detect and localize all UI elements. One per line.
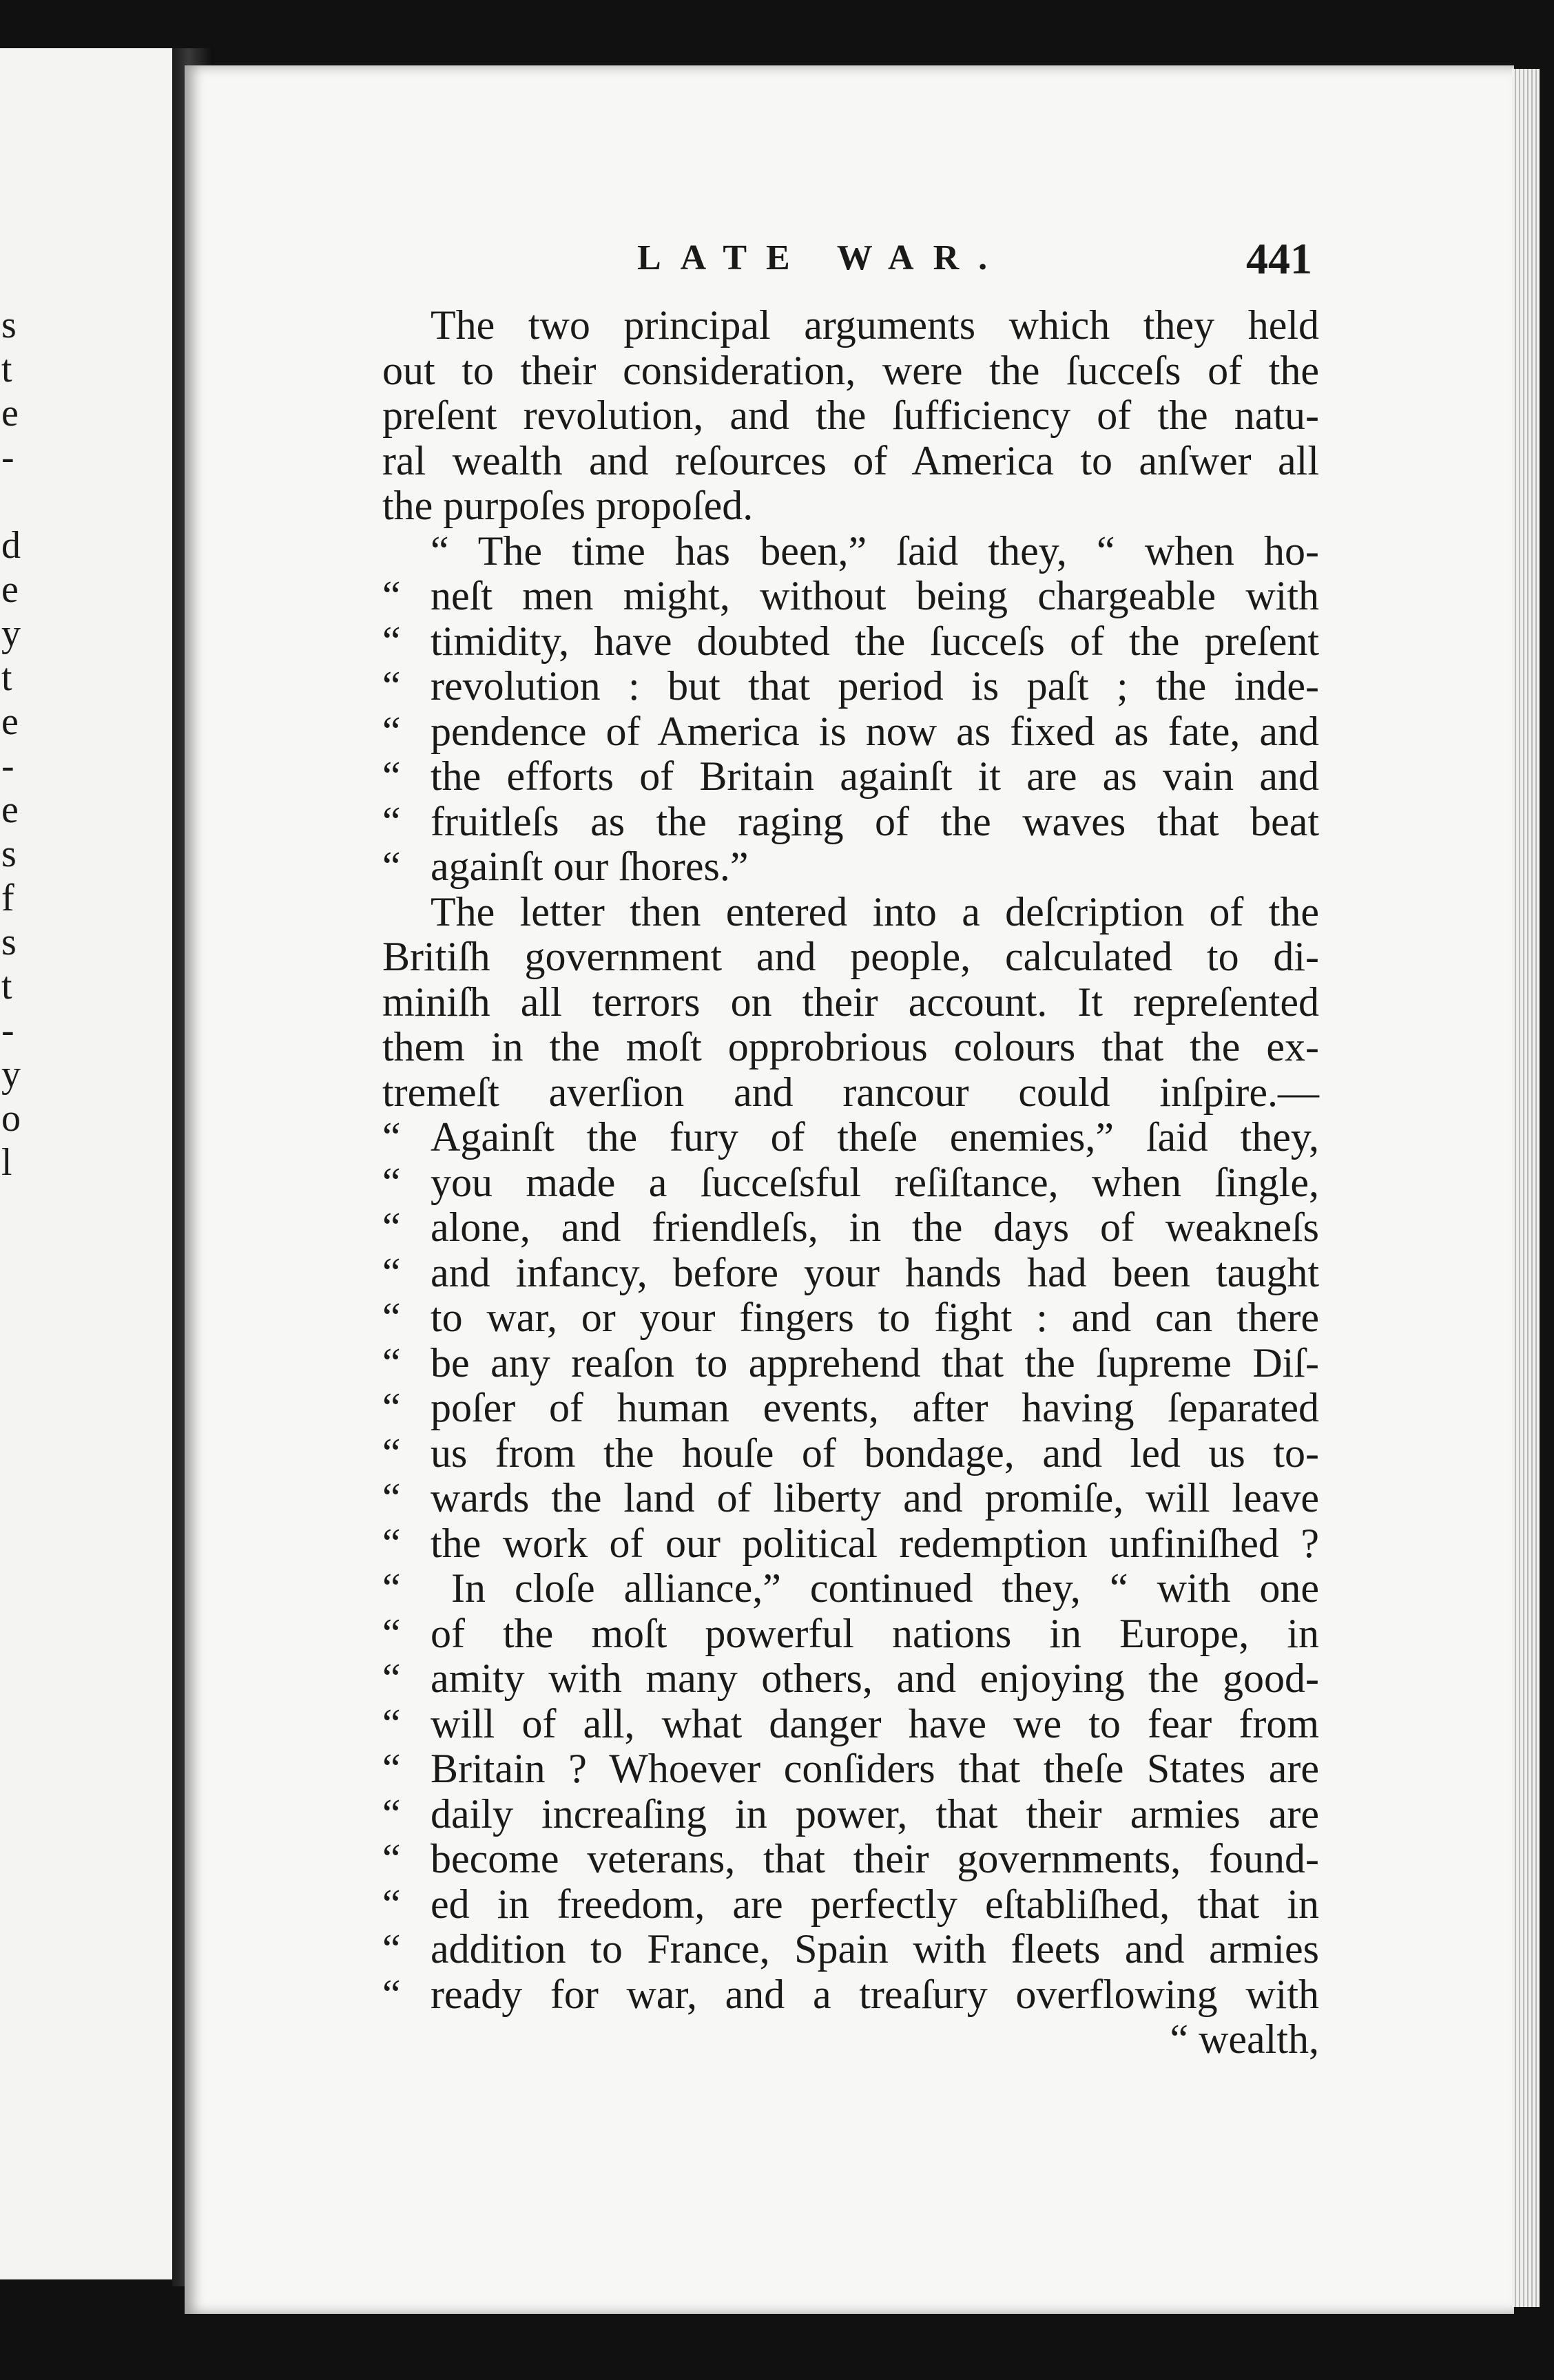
line-text: them in the moſt opprobrious colours that the ex- (382, 1024, 1319, 1069)
text-line (382, 619, 1319, 665)
line-text: daily increaſing in power, that their armies are (431, 1791, 1319, 1837)
quote-mark: “ (382, 1385, 401, 1430)
line-text: ral wealth and reſources of America to anſwer all (382, 437, 1319, 483)
text-line (382, 1025, 1319, 1070)
text-line (382, 1837, 1319, 1882)
text-line (382, 1792, 1319, 1837)
page-edges (1512, 69, 1540, 2307)
quote-mark: “ (382, 1565, 401, 1611)
text-line (382, 1251, 1319, 1296)
previous-page-fragment: y (1, 612, 21, 655)
line-text: neſt men might, without being chargeable with (431, 573, 1319, 618)
line-text: us from the houſe of bondage, and led us to- (431, 1430, 1319, 1476)
text-line (382, 1972, 1319, 2018)
quote-mark: “ (382, 1971, 401, 2017)
quote-mark: “ (382, 753, 401, 799)
line-text: preſent revolution, and the ſufficiency of the natu- (382, 393, 1319, 438)
text-line (382, 1476, 1319, 1521)
text-line (382, 1341, 1319, 1386)
quote-mark: “ (382, 1746, 401, 1791)
quote-mark: “ (382, 1836, 401, 1881)
previous-page-fragment: e (1, 392, 19, 435)
quote-mark: “ (382, 798, 401, 844)
line-text: timidity, have doubted the ſucceſs of the preſent (431, 618, 1319, 664)
line-text: tremeſt averſion and rancour could inſpire.— (382, 1069, 1319, 1115)
line-text: revolution : but that period is paſt ; the inde- (431, 663, 1319, 709)
line-text: you made a ſucceſsful reſiſtance, when ſingle, (431, 1159, 1319, 1205)
line-text: poſer of human events, after having ſeparated (431, 1385, 1319, 1430)
quote-mark: “ (382, 618, 401, 664)
line-text: wards the land of liberty and promiſe, will leave (431, 1475, 1319, 1521)
previous-page-fragment: - (1, 1009, 14, 1052)
line-text: Britiſh government and people, calculated to di- (382, 934, 1319, 979)
text-line (382, 1656, 1319, 1702)
previous-page-fragment: f (1, 877, 14, 919)
line-text: againſt our ſhores.” (431, 844, 749, 889)
line-text: and infancy, before your hands had been taught (431, 1249, 1319, 1295)
text-line (382, 664, 1319, 709)
quote-mark: “ (382, 1204, 401, 1250)
line-text: The letter then entered into a deſcription of the (431, 888, 1319, 935)
quote-mark: “ (382, 573, 401, 618)
previous-page-fragment: s (1, 833, 17, 875)
quote-mark: “ (382, 1430, 401, 1476)
text-line (382, 800, 1319, 845)
text-line (382, 844, 1319, 890)
previous-page-fragment (0, 479, 28, 523)
previous-page-fragment: s (1, 921, 17, 963)
quote-mark: “ (382, 1249, 401, 1295)
text-line (382, 574, 1319, 619)
previous-page-fragment: t (1, 965, 12, 1008)
quote-mark: “ (382, 844, 401, 889)
text-line (382, 935, 1319, 980)
previous-page-fragment: l (1, 1141, 12, 1184)
body-text (382, 303, 1319, 2063)
quote-mark: “ (382, 1881, 401, 1927)
quote-mark: “ (382, 1475, 401, 1521)
line-text: the work of our political redemption unfiniſhed ? (431, 1520, 1319, 1566)
text-line (382, 1386, 1319, 1431)
line-text: addition to France, Spain with fleets and armies (431, 1926, 1319, 1972)
line-text: the efforts of Britain againſt it are as vain and (431, 753, 1319, 799)
quote-mark: “ (382, 1610, 401, 1656)
previous-page-fragment: y (1, 1053, 21, 1096)
line-text: “ The time has been,” ſaid they, “ when ho- (431, 528, 1319, 574)
text-line (382, 303, 1319, 348)
text-line (382, 1882, 1319, 1928)
quote-mark: “ (382, 1656, 401, 1701)
previous-page-fragment: e (1, 568, 19, 611)
text-line (382, 1431, 1319, 1476)
text-line (382, 1927, 1319, 1972)
previous-page-text-fragments (0, 303, 28, 1184)
page-number: 441 (1246, 234, 1312, 283)
quote-mark: “ (382, 1295, 401, 1340)
line-text: become veterans, that their governments, found- (431, 1836, 1319, 1881)
text-line (382, 439, 1319, 484)
line-text: fruitleſs as the raging of the waves that beat (431, 798, 1319, 844)
line-text: alone, and friendleſs, in the days of weakneſs (431, 1204, 1319, 1250)
text-line (382, 709, 1319, 755)
quote-mark: “ (382, 1700, 401, 1746)
text-line (382, 1702, 1319, 1747)
line-text: of the moſt powerful nations in Europe, in (431, 1610, 1319, 1656)
quote-mark: “ (382, 1791, 401, 1837)
text-line (382, 1295, 1319, 1341)
previous-page-fragment: t (1, 348, 12, 390)
text-line (382, 754, 1319, 800)
text-line (382, 1115, 1319, 1160)
text-line (382, 1205, 1319, 1251)
running-title: LATE WAR. (637, 238, 1007, 278)
text-line (382, 1611, 1319, 1657)
text-line (382, 1566, 1319, 1611)
line-text: ready for war, and a treaſury overflowing with (431, 1971, 1319, 2017)
line-text: amity with many others, and enjoying the good- (431, 1656, 1319, 1701)
text-line (382, 1746, 1319, 1792)
line-text: the purpoſes propoſed. (382, 483, 754, 528)
quote-mark: “ (382, 1520, 401, 1566)
line-text: In cloſe alliance,” continued they, “ with one (451, 1565, 1319, 1611)
previous-page-fragment: s (1, 304, 17, 346)
previous-page-fragment: t (1, 656, 12, 699)
quote-mark: “ (382, 1159, 401, 1205)
previous-page-fragment: e (1, 789, 19, 831)
line-text: pendence of America is now as fixed as fate, and (431, 708, 1319, 754)
previous-page-fragment: - (1, 744, 14, 787)
quote-mark: “ (382, 1339, 401, 1386)
text-line (382, 529, 1319, 574)
previous-page-fragment: o (1, 1097, 21, 1140)
line-text: Againſt the fury of theſe enemies,” ſaid they, (431, 1114, 1319, 1160)
text-line (382, 1521, 1319, 1567)
text-line (382, 890, 1319, 935)
text-line (382, 348, 1319, 394)
quote-mark: “ (382, 708, 401, 754)
previous-page-fragment: - (1, 436, 14, 479)
quote-mark: “ (382, 1114, 401, 1160)
text-line (382, 393, 1319, 439)
line-text: be any reaſon to apprehend that the ſupreme Diſ- (431, 1339, 1319, 1386)
line-text: “ wealth, (1170, 2016, 1319, 2062)
quote-mark: “ (382, 663, 401, 709)
line-text: will of all, what danger have we to fear from (431, 1700, 1319, 1746)
text-line (382, 980, 1319, 1025)
line-text: ed in freedom, are perfectly eſtabliſhed, that in (431, 1881, 1319, 1927)
line-text: to war, or your fingers to fight : and can there (431, 1295, 1319, 1340)
line-text: Britain ? Whoever conſiders that theſe States are (431, 1746, 1319, 1791)
line-text: The two principal arguments which they held (431, 302, 1319, 348)
text-line (382, 2017, 1319, 2063)
line-text: out to their consideration, were the ſucceſs of the (382, 347, 1319, 393)
previous-page-fragment: d (1, 524, 21, 567)
text-line (382, 483, 1319, 529)
line-text: miniſh all terrors on their account. It repreſented (382, 979, 1319, 1025)
text-line (382, 1160, 1319, 1206)
running-head (637, 234, 1326, 293)
text-line (382, 1070, 1319, 1116)
quote-mark: “ (382, 1926, 401, 1972)
previous-page-fragment: e (1, 700, 19, 743)
